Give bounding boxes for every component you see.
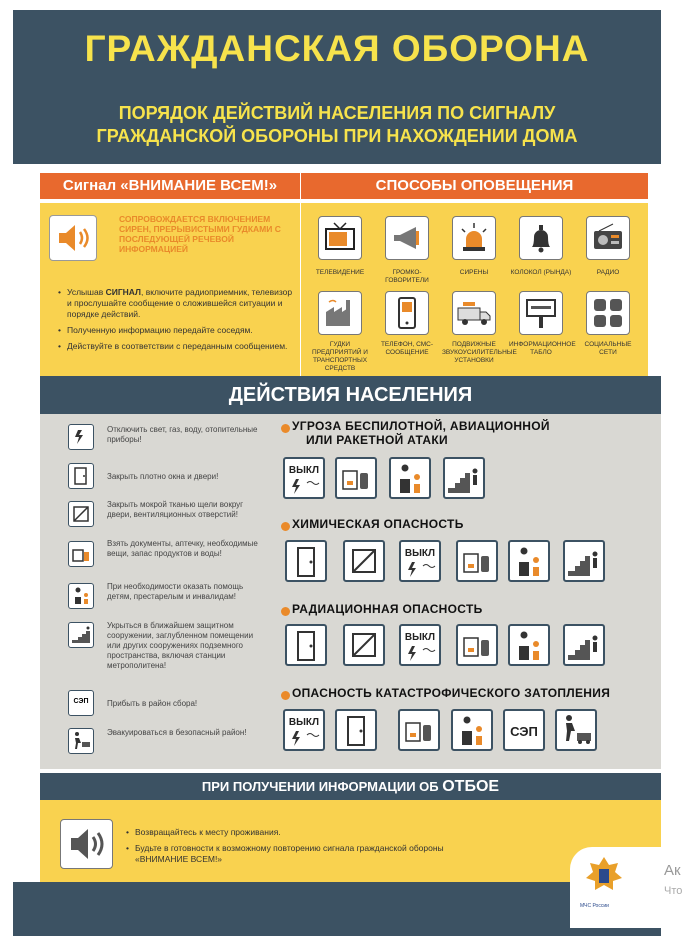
factory-icon	[318, 291, 362, 335]
sep-label: СЭП	[510, 724, 538, 739]
method-label-4: РАДИО	[596, 269, 620, 276]
threat-4-documents-icon	[398, 709, 440, 751]
subtitle-line-1: ПОРЯДОК ДЕЙСТВИЙ НАСЕЛЕНИЯ ПО СИГНАЛУ	[118, 103, 556, 123]
legend-text-5: При необходимости оказать помощь детям, престарелым и инвалидам!	[107, 582, 244, 601]
method-label-9: СОЦИАЛЬНЫЕ СЕТИ	[584, 341, 632, 356]
method-label-1: ГРОМКО-ГОВОРИТЕЛИ	[385, 269, 429, 284]
threat-1-power-off-icon	[283, 457, 325, 499]
threat-1-shelter-icon	[443, 457, 485, 499]
threat-2-door-icon	[285, 540, 327, 582]
otboi-panel	[40, 800, 661, 882]
threat-2-wet-cloth-icon	[343, 540, 385, 582]
evacuate-icon	[68, 728, 94, 754]
footer-bar	[13, 882, 661, 936]
otboi-bullet-1: • Возвращайтесь к месту проживания.	[126, 827, 456, 838]
threat-4-help-icon	[451, 709, 493, 751]
threat-3-power-off-icon	[399, 624, 441, 666]
method-label-0: ТЕЛЕВИДЕНИЕ	[315, 269, 365, 276]
siren-icon	[452, 216, 496, 260]
documents-icon	[68, 541, 94, 567]
truck-icon	[452, 291, 496, 335]
threat-4-sep-icon	[503, 709, 545, 751]
threat-3-bullet	[281, 607, 290, 616]
poster-header	[13, 10, 661, 164]
signal-bullet-1-bold: СИГНАЛ	[105, 287, 141, 297]
phone-icon	[385, 291, 429, 335]
shelter-icon	[68, 622, 94, 648]
otboi-title-prefix: ПРИ ПОЛУЧЕНИИ ИНФОРМАЦИИ ОБ	[201, 779, 443, 794]
threat-1-title	[292, 419, 622, 447]
threat-2-power-off-icon	[399, 540, 441, 582]
otboi-speaker-icon	[60, 819, 113, 869]
threat-3-wet-cloth-icon	[343, 624, 385, 666]
method-label-3: КОЛОКОЛ (РЫНДА)	[510, 269, 572, 276]
method-label-7: ПОДВИЖНЫЕ ЗВУКОУСИЛИТЕЛЬНЫЕ УСТАНОВКИ	[442, 341, 517, 364]
legend-text-3: Закрыть мокрой тканью щели вокруг двери, вентиляционных отверстий!	[107, 500, 244, 519]
vykl-label: ВЫКЛ	[288, 717, 320, 728]
threat-3-door-icon	[285, 624, 327, 666]
threat-1-bullet	[281, 424, 290, 433]
signal-bullet-1-prefix: Услышав	[67, 287, 106, 297]
threat-4-title: ОПАСНОСТЬ КАТАСТРОФИЧЕСКОГО ЗАТОПЛЕНИЯ	[292, 686, 611, 700]
help-icon	[68, 583, 94, 609]
emercom-logo-box	[570, 847, 661, 928]
loudspeaker-icon	[385, 216, 429, 260]
threat-2-documents-icon	[456, 540, 498, 582]
bell-icon	[519, 216, 563, 260]
signal-bullets	[58, 287, 293, 357]
threat-3-shelter-icon	[563, 624, 605, 666]
otboi-title-bar	[40, 773, 661, 800]
billboard-icon	[519, 291, 563, 335]
legend-text-2: Закрыть плотно окна и двери!	[107, 472, 219, 481]
methods-panel	[301, 203, 648, 376]
threat-3-documents-icon	[456, 624, 498, 666]
social-icon	[586, 291, 630, 335]
threat-4-evacuate-icon	[555, 709, 597, 751]
otboi-bullet-2: • Будьте в готовности к возможному повторению сигнала гражданской обороны «ВНИМАНИЕ ВСЕМ!»	[126, 843, 456, 865]
method-label-2: СИРЕНЫ	[459, 269, 489, 276]
method-label-5: ГУДКИ ПРЕДПРИЯТИЙ И ТРАНСПОРТНЫХ СРЕДСТВ	[312, 341, 368, 372]
power-off-icon	[68, 424, 94, 450]
signal-bullet-2: • Полученную информацию передайте соседям.	[58, 325, 293, 336]
radio-icon	[586, 216, 630, 260]
overlay-text-2: Что	[664, 885, 683, 897]
vykl-label: ВЫКЛ	[404, 548, 436, 559]
threat-4-door-icon	[335, 709, 377, 751]
poster	[13, 10, 661, 936]
subtitle-line-2: ГРАЖДАНСКОЙ ОБОРОНЫ ПРИ НАХОЖДЕНИИ ДОМА	[96, 126, 578, 146]
threat-1-documents-icon	[335, 457, 377, 499]
sep-icon-label: СЭП	[73, 698, 89, 705]
wet-cloth-icon	[68, 501, 94, 527]
signal-panel	[40, 203, 300, 376]
legend-text-4: Взять документы, аптечку, необходимые вещи, запас продуктов и воды!	[107, 539, 258, 558]
methods-title-bar: СПОСОБЫ ОПОВЕЩЕНИЯ	[301, 173, 648, 199]
sep-icon	[68, 690, 94, 716]
signal-title-bar: Сигнал «ВНИМАНИЕ ВСЕМ!»	[40, 173, 300, 199]
signal-bullet-3: • Действуйте в соответствии с переданным сообщением.	[58, 341, 293, 352]
page-subtitle	[13, 102, 661, 148]
legend-text-7: Прибыть в район сбора!	[107, 699, 198, 708]
method-label-6: ТЕЛЕФОН, СМС-СООБЩЕНИЕ	[380, 341, 434, 356]
threat-2-help-icon	[508, 540, 550, 582]
overlay-text-1: Ак	[664, 862, 681, 879]
threat-1-help-icon	[389, 457, 431, 499]
emercom-emblem-icon	[584, 855, 624, 899]
threat-3-help-icon	[508, 624, 550, 666]
speaker-icon	[49, 215, 97, 261]
legend-text-6: Укрыться в ближайшем защитном сооружении, заглубленном помещении или других сооружениях подземного пространства, включая станции метрополитена!	[107, 621, 254, 670]
otboi-title-bold: ОТБОЕ	[442, 778, 500, 795]
door-icon	[68, 463, 94, 489]
threat-4-bullet	[281, 691, 290, 700]
legend-text-1: Отключить свет, газ, воду, отопительные приборы!	[107, 425, 258, 444]
threat-2-bullet	[281, 522, 290, 531]
threat-3-title: РАДИАЦИОННАЯ ОПАСНОСТЬ	[292, 602, 483, 616]
signal-bullet-1-rest: , включите радиоприемник, телевизор и прослушайте сообщение о сложившейся ситуации и порядке действий.	[67, 287, 293, 319]
threat-2-title: ХИМИЧЕСКАЯ ОПАСНОСТЬ	[292, 517, 464, 531]
page-title: ГРАЖДАНСКАЯ ОБОРОНА	[84, 28, 590, 69]
signal-bullet-1	[58, 287, 293, 320]
method-label-8: ИНФОРМАЦИОННОЕ ТАБЛО	[509, 341, 576, 356]
threat-1-title-line-1: УГРОЗА БЕСПИЛОТНОЙ, АВИАЦИОННОЙ	[292, 419, 550, 433]
threat-1-title-line-2: ИЛИ РАКЕТНОЙ АТАКИ	[306, 433, 448, 447]
vykl-label: ВЫКЛ	[404, 632, 436, 643]
threat-4-power-off-icon	[283, 709, 325, 751]
signal-description: СОПРОВОЖДАЕТСЯ ВКЛЮЧЕНИЕМ СИРЕН, ПРЕРЫВИСТЫМИ ГУДКАМИ С ПОСЛЕДУЮЩЕЙ РЕЧЕВОЙ ИНФОРМАЦИЕЙ	[119, 214, 281, 254]
vykl-label: ВЫКЛ	[288, 465, 320, 476]
otboi-bullets	[126, 827, 456, 870]
legend-text-8: Эвакуироваться в безопасный район!	[107, 728, 247, 737]
actions-title: ДЕЙСТВИЯ НАСЕЛЕНИЯ	[228, 384, 473, 406]
threat-2-shelter-icon	[563, 540, 605, 582]
actions-title-bar	[40, 376, 661, 414]
logo-caption: МЧС России	[580, 903, 609, 909]
tv-icon	[318, 216, 362, 260]
